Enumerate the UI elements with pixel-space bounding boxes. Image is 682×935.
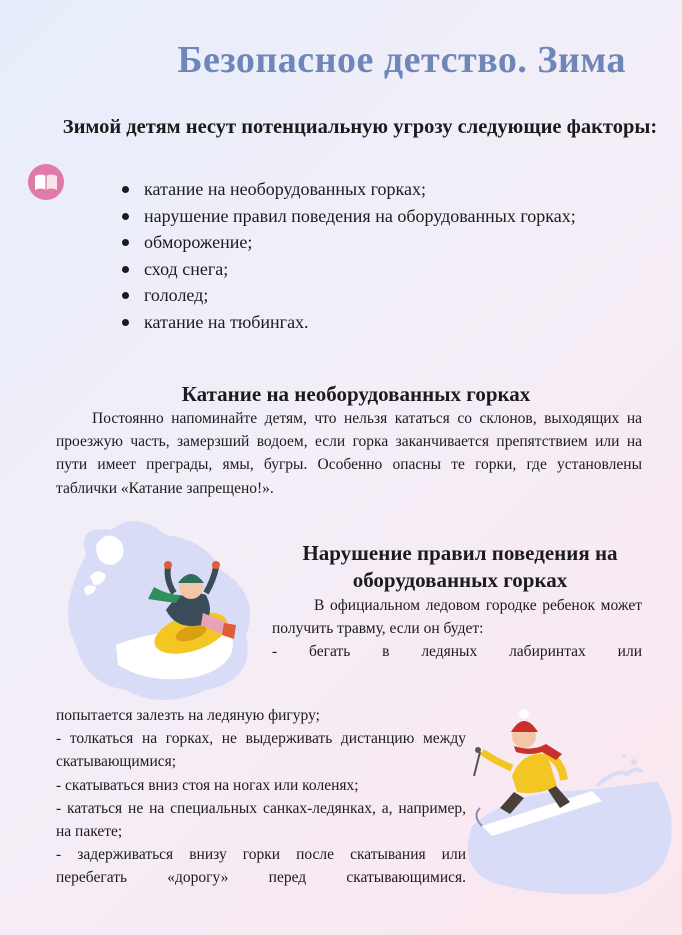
list-item: катание на необорудованных горках; (120, 176, 620, 203)
section-heading-rules-violation: Нарушение правил поведения на оборудованных горках (302, 541, 618, 592)
section-text-unequipped-slides: Постоянно напоминайте детям, что нельзя кататься со склонов, выходящих на проезжую часть, замерзший водоем, если горка заканчивается препятствием или на пути имеет преграды, ямы, бугры. Особенно опасны те горки, где установлены таблички «Катание запрещено!». (56, 410, 642, 497)
book-icon (26, 162, 72, 202)
list-item: - кататься не на специальных санках-ледянках, а, например, на пакете; (56, 799, 466, 841)
rules-intro-text: В официальном ледовом городке ребенок может получить травму, если он будет: (272, 597, 642, 638)
list-item: нарушение правил поведения на оборудованных горках; (120, 203, 620, 230)
list-item: гололед; (120, 282, 620, 309)
factors-list (120, 176, 620, 335)
child-on-sled-illustration (452, 696, 682, 896)
section-text-rules-violation (272, 594, 642, 664)
list-item: сход снега; (120, 256, 620, 283)
list-item: - бегать в ледяных лабиринтах или (272, 643, 642, 661)
list-item: - задерживаться внизу горки после скатывания или перебегать «дорогу» перед скатывающимися. (56, 846, 466, 887)
list-item: обморожение; (120, 229, 620, 256)
list-item: - толкаться на горках, не выдерживать дистанцию между скатывающимися; (56, 730, 466, 771)
list-item: попытается залезть на ледяную фигуру; (56, 707, 320, 724)
intro-heading: Зимой детям несут потенциальную угрозу следующие факторы: (62, 116, 658, 138)
page-title: Безопасное детство. Зима (177, 39, 626, 81)
rules-list (56, 704, 466, 890)
list-item: - скатываться вниз стоя на ногах или коленях; (56, 776, 359, 794)
section-heading-unequipped-slides: Катание на необорудованных горках (181, 382, 531, 406)
list-item: катание на тюбингах. (120, 309, 620, 336)
child-on-tube-illustration (56, 515, 266, 705)
